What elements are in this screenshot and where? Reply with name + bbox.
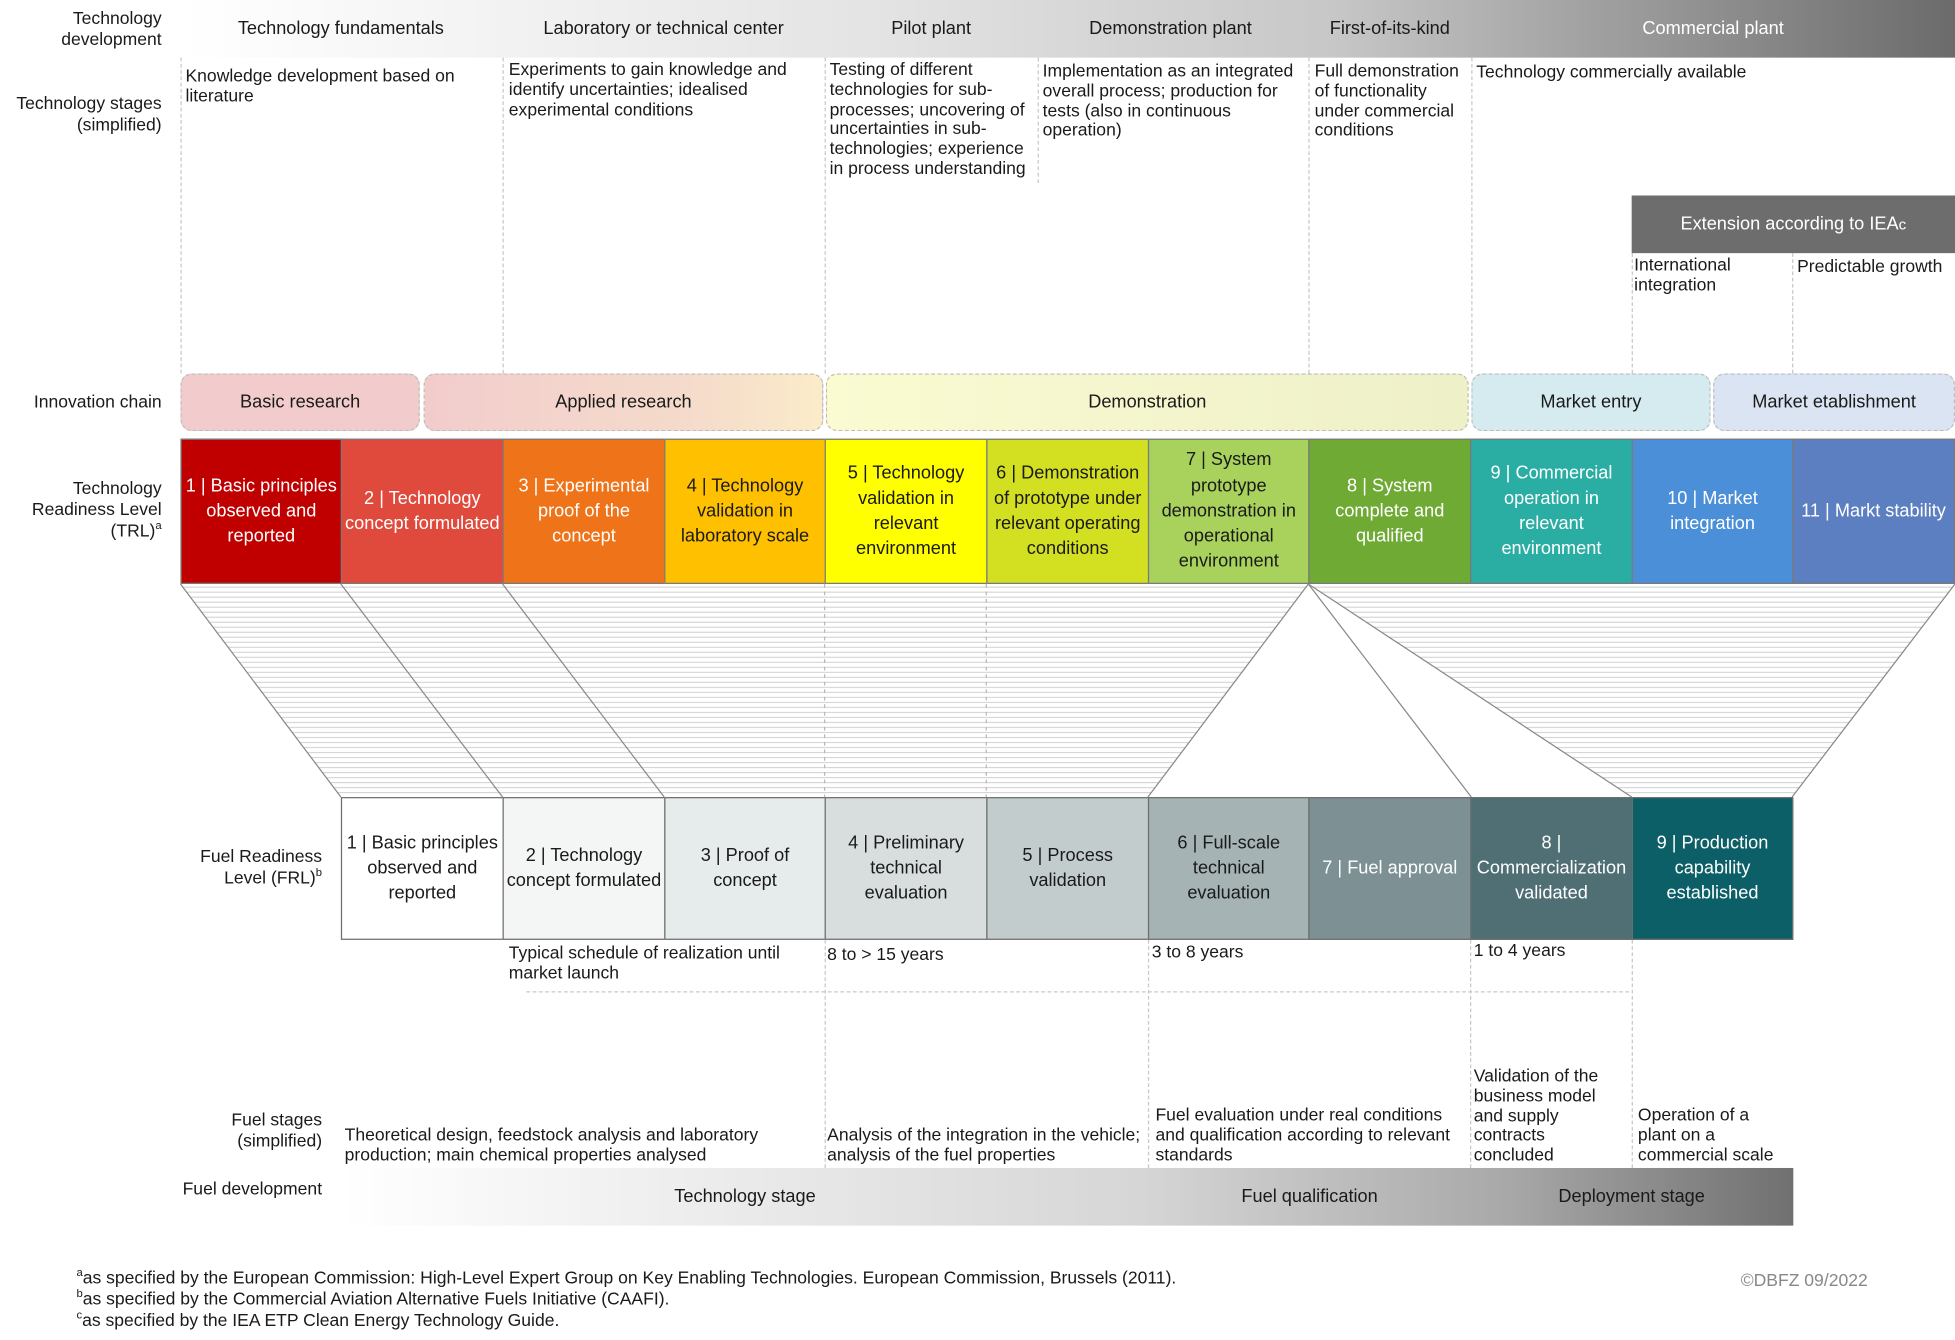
iea-predictable-growth: Predictable growth (1797, 255, 1943, 276)
schedule-period-1: 8 to > 15 years (827, 943, 944, 964)
trl-level-2: 2 | Technology concept formulated (341, 439, 504, 584)
tech-stage-pilot: Testing of different technologies for sub-processes; uncovering of uncertainties in sub-technologies; experience in process understanding (829, 58, 1026, 178)
separator (1148, 940, 1149, 1168)
frl-footnote-mark: b (315, 865, 323, 879)
frl-level-3: 3 | Proof of concept (664, 797, 826, 940)
fuel-stage-commercial-plant: Operation of a plant on a commercial scale (1637, 1104, 1774, 1164)
label-fuel-development: Fuel development (182, 1178, 323, 1199)
phase-laboratory: Laboratory or technical center (543, 18, 784, 39)
frl-level-4: 4 | Preliminary technical evaluation (825, 797, 988, 940)
fuel-phase-deployment-stage: Deployment stage (1558, 1186, 1705, 1207)
trl-footnote-mark: a (155, 518, 162, 532)
trl-level-9: 9 | Commercial operation in relevant environment (1470, 439, 1633, 584)
fuel-stage-qualification: Fuel evaluation under real conditions and qualification according to relevant standards (1155, 1104, 1451, 1164)
footnote-a: $^a$as specified by the European Commission: High-Level Expert Group on Key Enabling Technologies. European Commission, Brussels (2011). (76, 1265, 1177, 1288)
copyright: ©DBFZ 09/2022 (1740, 1269, 1868, 1290)
label-technology-development: Technology development (61, 7, 162, 49)
schedule-line (526, 991, 1629, 992)
innovation-market-entry: Market entry (1471, 373, 1710, 431)
fuel-stage-integration: Analysis of the integration in the vehicle; analysis of the fuel properties (827, 1124, 1141, 1164)
trl-level-11: 11 | Markt stability (1792, 439, 1955, 584)
separator (1470, 940, 1471, 1168)
tech-stage-commercial: Technology commercially available (1476, 61, 1747, 82)
frl-level-7: 7 | Fuel approval (1308, 797, 1471, 940)
innovation-demonstration: Demonstration (826, 373, 1469, 431)
trl-level-8: 8 | System complete and qualified (1308, 439, 1471, 584)
phase-commercial-plant: Commercial plant (1642, 18, 1784, 39)
frl-level-2: 2 | Technology concept formulated (503, 797, 666, 940)
trl-level-4: 4 | Technology validation in laboratory scale (664, 439, 826, 584)
phase-demonstration-plant: Demonstration plant (1089, 18, 1252, 39)
innovation-basic-research: Basic research (180, 373, 419, 431)
label-technology-stages: Technology stages (simplified) (16, 92, 162, 135)
phase-pilot-plant: Pilot plant (891, 18, 972, 39)
iea-footnote-mark: c (1898, 215, 1907, 234)
frl-level-5: 5 | Process validation (986, 797, 1149, 940)
label-frl: Fuel Readiness Level (FRL)$^b$ (200, 845, 323, 888)
trl-level-3: 3 | Experimental proof of the concept (503, 439, 666, 584)
fuel-stage-business-model: Validation of the business model and supply contracts concluded (1473, 1065, 1599, 1165)
tech-stage-fundamentals: Knowledge development based on literature (185, 65, 455, 106)
label-innovation-chain: Innovation chain (33, 390, 162, 412)
trl-level-5: 5 | Technology validation in relevant environment (825, 439, 988, 584)
schedule-period-3: 1 to 4 years (1473, 939, 1566, 960)
innovation-market-establishment: Market etablishment (1713, 373, 1955, 431)
fuel-phase-technology-stage: Technology stage (674, 1186, 816, 1207)
tech-stage-first-of-kind: Full demonstration of functionality under commercial conditions (1314, 60, 1459, 140)
footnote-b: $^b$as specified by the Commercial Aviation Alternative Fuels Initiative (CAAFI). (76, 1287, 670, 1309)
schedule-period-2: 3 to 8 years (1151, 941, 1244, 962)
iea-international-integration: International integration (1634, 254, 1731, 295)
frl-level-8: 8 | Commercialization validated (1470, 797, 1633, 940)
trl-level-10: 10 | Market integration (1632, 439, 1794, 584)
label-fuel-stages: Fuel stages (simplified) (231, 1109, 323, 1151)
phase-first-of-its-kind: First-of-its-kind (1329, 18, 1450, 39)
footnote-c: $^c$as specified by the IEA ETP Clean Energy Technology Guide. (76, 1308, 560, 1330)
separator (1632, 940, 1633, 1168)
separator (825, 940, 826, 1168)
frl-level-1: 1 | Basic principles observed and reported (341, 797, 504, 940)
trl-level-6: 6 | Demonstration of prototype under relevant operating conditions (986, 439, 1149, 584)
fuel-phase-fuel-qualification: Fuel qualification (1241, 1186, 1378, 1207)
frl-level-9: 9 | Production capability established (1632, 797, 1794, 940)
tech-stage-laboratory: Experiments to gain knowledge and identify uncertainties; idealised experimental conditions (508, 58, 787, 119)
tech-stage-demonstration: Implementation as an integrated overall process; production for tests (also in continuous operation) (1042, 60, 1294, 140)
label-trl: Technology Readiness Level (TRL)$^a$ (31, 477, 162, 541)
iea-extension-header: Extension according to IEA c (1632, 195, 1955, 253)
trl-level-7: 7 | System prototype demonstration in operational environment (1148, 439, 1310, 584)
mapping-hatch-right (1308, 584, 1955, 797)
frl-level-6: 6 | Full-scale technical evaluation (1148, 797, 1310, 940)
fuel-stage-technology: Theoretical design, feedstock analysis and laboratory production; main chemical properties analysed (344, 1124, 759, 1164)
innovation-applied-research: Applied research (424, 373, 824, 431)
schedule-title: Typical schedule of realization until market launch (508, 942, 780, 983)
mapping-hatch-left (180, 584, 1308, 797)
trl-level-1: 1 | Basic principles observed and reported (180, 439, 342, 584)
phase-technology-fundamentals: Technology fundamentals (237, 18, 444, 39)
